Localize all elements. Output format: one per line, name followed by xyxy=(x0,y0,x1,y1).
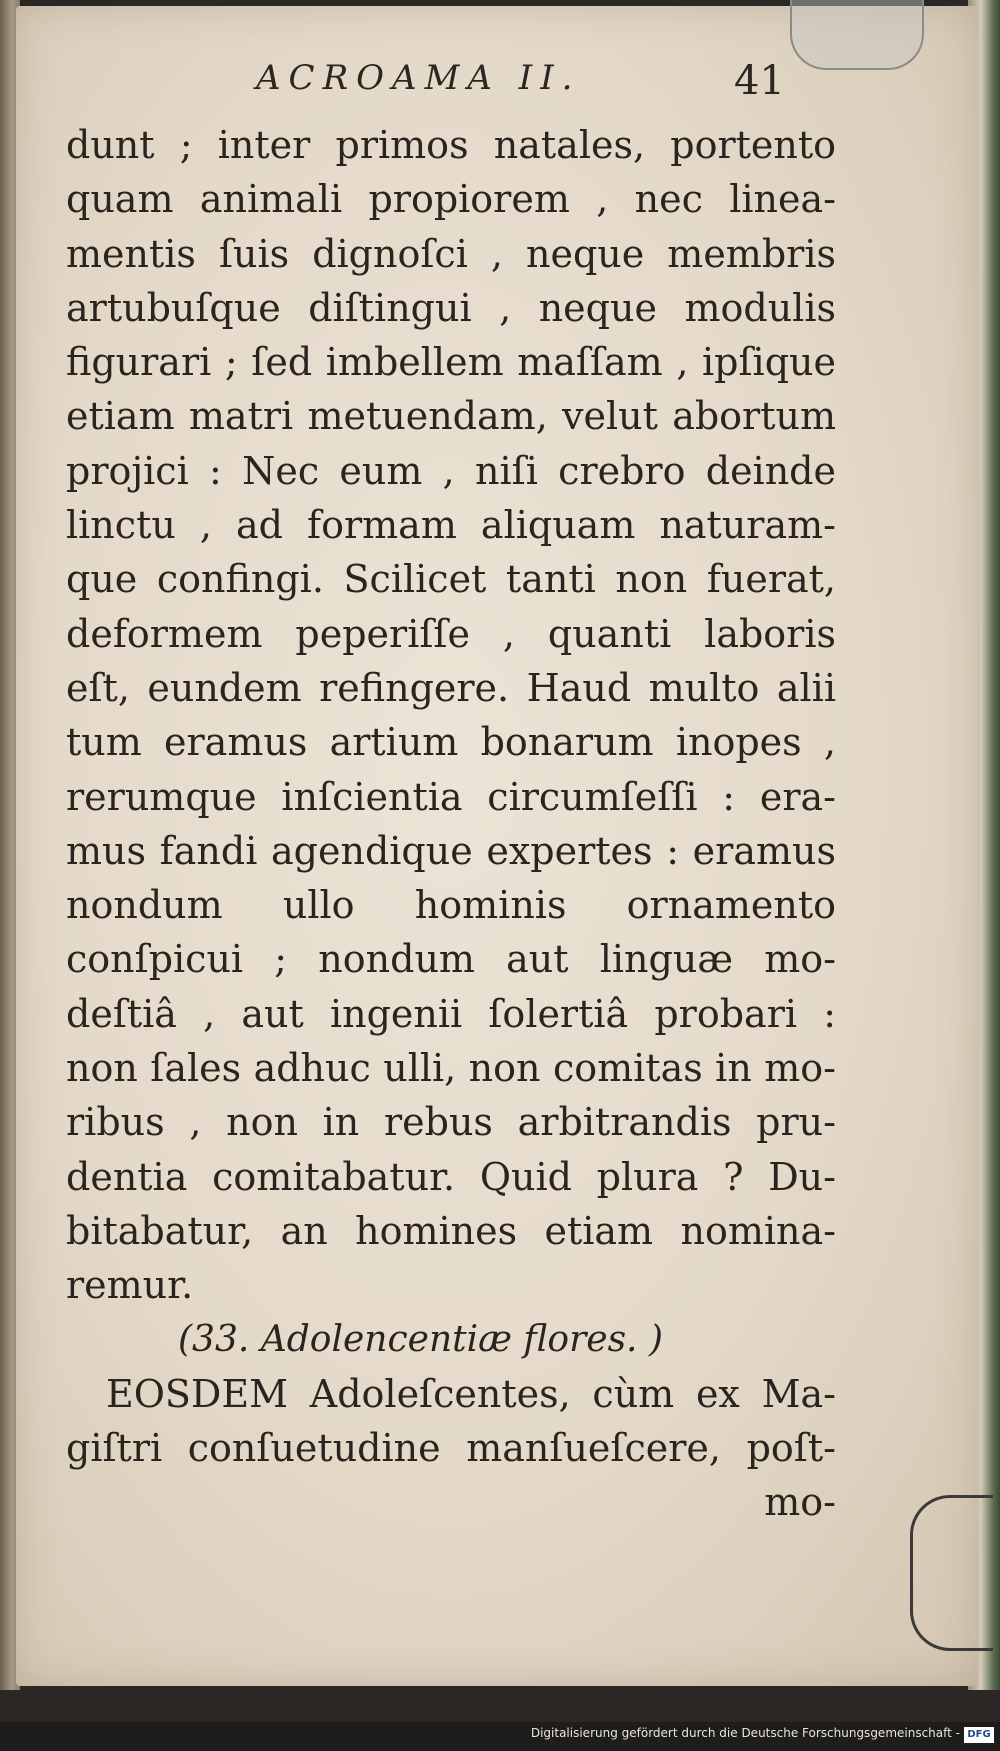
text-line: giſtri conſuetudine manſueſcere, poſt- xyxy=(66,1426,836,1471)
text-line: non ſales adhuc ulli, non comitas in mo- xyxy=(66,1046,836,1091)
section-number: (33. xyxy=(178,1318,250,1360)
text-line: mentis ſuis dignoſci , neque membris xyxy=(66,231,836,276)
section-heading xyxy=(66,1313,836,1367)
text-line: etiam matri metuendam, velut abortum xyxy=(66,394,836,439)
text-line: eſt, eundem refingere. Haud multo alii xyxy=(66,665,836,710)
text-line: deſtiâ , aut ingenii ſolertiâ probari : xyxy=(66,991,836,1036)
text-line: quam animali propiorem , nec linea- xyxy=(66,177,836,222)
text-line: projici : Nec eum , niſi crebro deinde xyxy=(66,448,836,493)
book-clip-top xyxy=(790,0,924,70)
text-line: bitabatur, an homines etiam nomina- xyxy=(66,1208,836,1253)
text-line: ribus , non in rebus arbitrandis pru- xyxy=(66,1100,836,1145)
text-line: artubuſque diſtingui , neque modulis xyxy=(66,285,836,330)
text-line: remur. xyxy=(66,1263,194,1308)
text-line: dunt ; inter primos natales, portento xyxy=(66,123,836,167)
book-page xyxy=(16,6,978,1686)
digitization-credit: Digitalisierung gefördert durch die Deutsche Forschungsgemeinschaft - xyxy=(530,1726,960,1740)
footer-bar xyxy=(0,1722,1000,1751)
dfg-logo: DFG xyxy=(964,1727,994,1743)
catchword: mo- xyxy=(764,1480,836,1525)
text-line: conſpicui ; nondum aut linguæ mo- xyxy=(66,937,836,982)
text-line: deformem peperiſſe , quanti laboris xyxy=(66,611,836,656)
text-line: que confingi. Scilicet tanti non fuerat, xyxy=(66,557,836,602)
text-line: nondum ullo hominis ornamento xyxy=(66,883,836,928)
page-number: 41 xyxy=(734,58,785,104)
text-line: rerumque inſcientia circumſeſſi : era- xyxy=(66,774,836,819)
section-title: Adolencentiæ flores. xyxy=(260,1318,638,1360)
book-clip-right xyxy=(910,1495,993,1651)
page-body xyxy=(66,118,836,1530)
text-line: dentia comitabatur. Quid plura ? Du- xyxy=(66,1154,836,1199)
text-line: tum eramus artium bonarum inopes , xyxy=(66,720,836,765)
text-line: linctu , ad formam aliquam naturam- xyxy=(66,503,836,548)
text-line: mus fandi agendique expertes : eramus xyxy=(66,828,836,873)
text-line: EOSDEM Adoleſcentes, cùm ex Ma- xyxy=(106,1371,836,1416)
running-head: ACROAMA II. xyxy=(256,58,581,98)
section-close: ) xyxy=(648,1318,664,1360)
text-line: figurari ; ſed imbellem maſſam , ipſique xyxy=(66,340,836,385)
